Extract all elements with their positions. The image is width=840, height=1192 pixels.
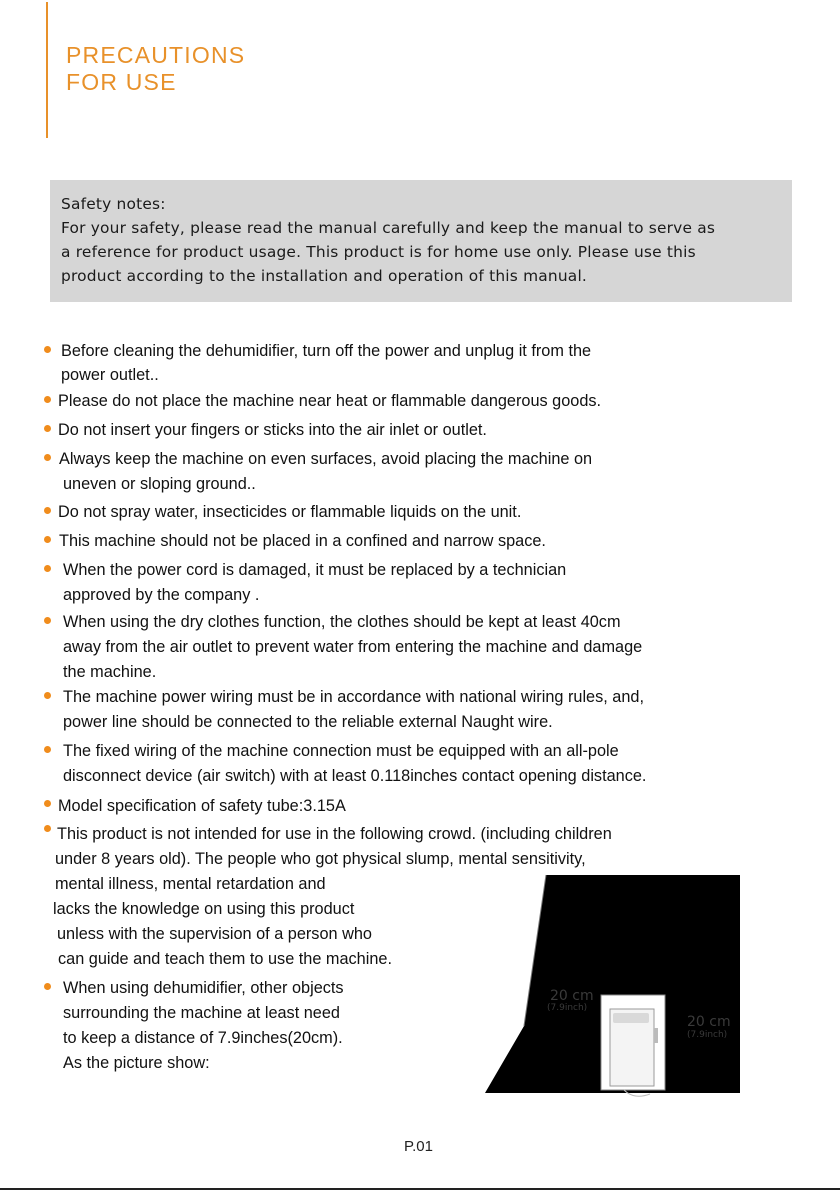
bullet-icon [44, 536, 51, 543]
precaution-text: power outlet.. [61, 366, 159, 384]
precaution-text: power line should be connected to the reliable external Naught wire. [63, 713, 553, 731]
precaution-text: under 8 years old). The people who got physical slump, mental sensitivity, [55, 850, 586, 868]
precaution-text: away from the air outlet to prevent water from entering the machine and damage [63, 638, 643, 656]
precaution-text: When using the dry clothes function, the clothes should be kept at least 40cm [63, 613, 621, 631]
bullet-icon [44, 396, 51, 403]
left-clearance-inch: (7.9inch) [547, 1003, 588, 1013]
precaution-text: to keep a distance of 7.9inches(20cm). [63, 1029, 343, 1047]
safety-notes-heading: Safety notes: [61, 195, 166, 213]
bullet-icon [44, 692, 51, 699]
precaution-text: The machine power wiring must be in accordance with national wiring rules, and, [63, 688, 644, 706]
precaution-text: the machine. [63, 663, 157, 681]
dehumidifier-icon [601, 995, 665, 1096]
precaution-text: This machine should not be placed in a confined and narrow space. [59, 532, 546, 550]
bullet-icon [44, 800, 51, 807]
page-number: P.01 [404, 1138, 433, 1155]
precaution-text: uneven or sloping ground.. [63, 475, 256, 493]
precaution-text: unless with the supervision of a person who [57, 925, 372, 943]
precaution-text: lacks the knowledge on using this product [53, 900, 355, 918]
right-clearance-cm: 20 cm [687, 1014, 731, 1030]
precaution-text: Please do not place the machine near heat or flammable dangerous goods. [58, 392, 602, 410]
precaution-text: Do not insert your fingers or sticks into the air inlet or outlet. [58, 421, 487, 439]
precaution-text: This product is not intended for use in the following crowd. (including children [57, 825, 612, 843]
title-line-1: PRECAUTIONS [66, 42, 246, 68]
precaution-text: When the power cord is damaged, it must be replaced by a technician [63, 561, 567, 579]
safety-notes-line: For your safety, please read the manual carefully and keep the manual to serve as [61, 219, 716, 237]
precaution-text: Always keep the machine on even surfaces, avoid placing the machine on [59, 450, 593, 468]
bullet-icon [44, 454, 51, 461]
safety-notes-line: a reference for product usage. This product is for home use only. Please use this [61, 243, 696, 261]
bullet-icon [44, 507, 51, 514]
bullet-icon [44, 825, 51, 832]
precaution-text: Do not spray water, insecticides or flammable liquids on the unit. [58, 503, 522, 521]
precaution-text: Model specification of safety tube:3.15A [58, 797, 346, 815]
bullet-icon [44, 425, 51, 432]
precaution-text: As the picture show: [63, 1054, 210, 1072]
left-clearance-cm: 20 cm [550, 988, 594, 1004]
bullet-icon [44, 746, 51, 753]
precaution-text: When using dehumidifier, other objects [63, 979, 344, 997]
safety-notes-box [50, 180, 792, 302]
title-line-2: FOR USE [66, 69, 177, 95]
footer-divider [0, 1188, 840, 1190]
bullet-icon [44, 983, 51, 990]
precaution-text: Before cleaning the dehumidifier, turn off the power and unplug it from the [61, 342, 592, 360]
precaution-text: The fixed wiring of the machine connection must be equipped with an all-pole [63, 742, 619, 760]
precaution-text: approved by the company . [63, 586, 260, 604]
right-clearance-inch: (7.9inch) [687, 1030, 728, 1040]
precaution-text: can guide and teach them to use the machine. [58, 950, 392, 968]
page-title [66, 42, 245, 96]
clearance-diagram [484, 874, 742, 1104]
safety-notes-line: product according to the installation and operation of this manual. [61, 267, 588, 285]
bullet-icon [44, 565, 51, 572]
precaution-text: mental illness, mental retardation and [55, 875, 326, 893]
room-illustration [484, 874, 742, 1104]
bullet-icon [44, 617, 51, 624]
precaution-text: surrounding the machine at least need [63, 1004, 340, 1022]
bullet-icon [44, 346, 51, 353]
title-accent-bar [46, 2, 48, 138]
precaution-text: disconnect device (air switch) with at least 0.118inches contact opening distance. [63, 767, 647, 785]
